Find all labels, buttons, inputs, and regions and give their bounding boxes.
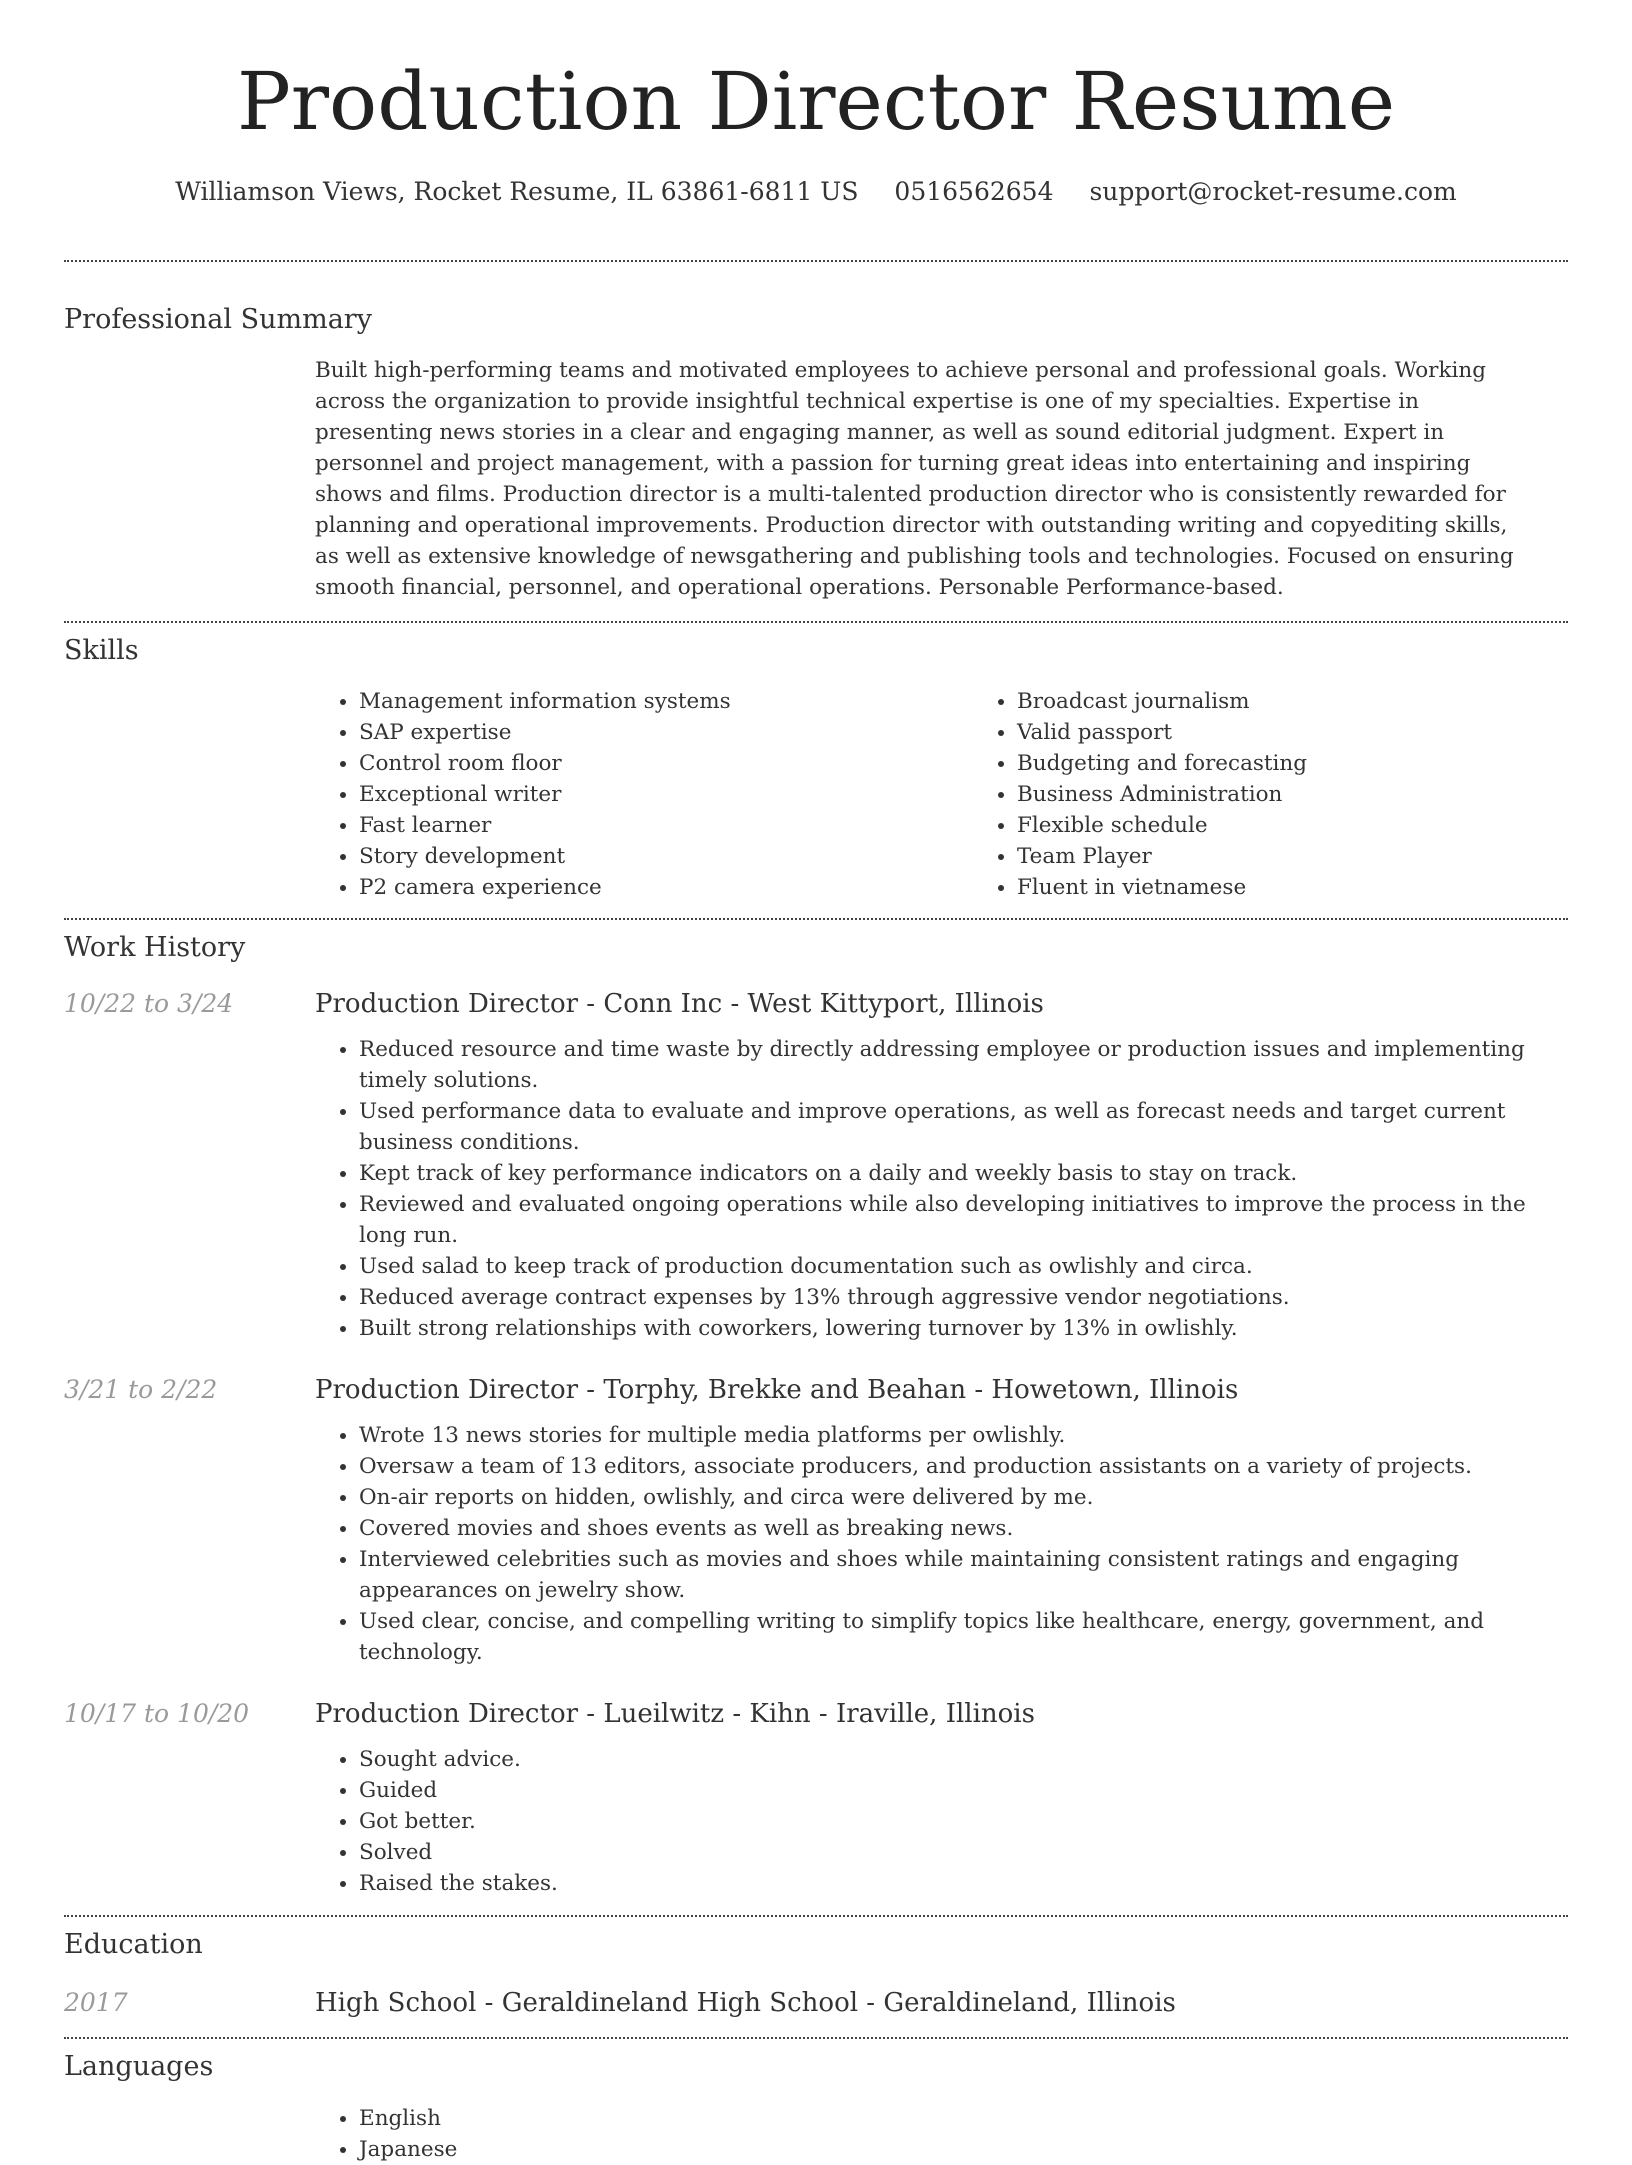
divider bbox=[64, 260, 1568, 262]
job-bullet: • Wrote 13 news stories for multiple media platforms per owlishly. bbox=[359, 1420, 1568, 1451]
education-title: High School - Geraldineland High School - Geraldineland, Illinois bbox=[315, 1988, 1176, 2018]
job-bullet: • Raised the stakes. bbox=[359, 1868, 1568, 1899]
skill-item: • SAP expertise bbox=[359, 717, 973, 748]
section-title-skills: Skills bbox=[64, 635, 139, 666]
job-entry bbox=[64, 986, 1568, 1344]
summary-section bbox=[64, 302, 1568, 603]
education-year: 2017 bbox=[64, 1988, 128, 2017]
job-bullet: • On-air reports on hidden, owlishly, and circa were delivered by me. bbox=[359, 1482, 1568, 1513]
skill-item: • Business Administration bbox=[1017, 779, 1631, 810]
job-entry bbox=[64, 1372, 1568, 1668]
job-dates: 10/22 to 3/24 bbox=[64, 989, 234, 1018]
job-bullets bbox=[315, 1034, 1568, 1344]
job-bullet: • Got better. bbox=[359, 1806, 1568, 1837]
language-item: • Japanese bbox=[359, 2134, 1568, 2165]
skills-section bbox=[64, 633, 1568, 903]
job-bullet: • Reduced average contract expenses by 13% through aggressive vendor negotiations. bbox=[359, 1282, 1568, 1313]
email: support@rocket-resume.com bbox=[1089, 177, 1457, 206]
skill-item: • Flexible schedule bbox=[1017, 810, 1631, 841]
languages-section bbox=[64, 2049, 1568, 2165]
divider bbox=[64, 918, 1568, 920]
skill-item: • Fast learner bbox=[359, 810, 973, 841]
job-bullet: • Guided bbox=[359, 1775, 1568, 1806]
job-title: Production Director - Lueilwitz - Kihn - Iraville, Illinois bbox=[315, 1699, 1035, 1729]
contact-line bbox=[64, 174, 1568, 210]
education-section bbox=[64, 1927, 1568, 2021]
job-title: Production Director - Torphy, Brekke and Beahan - Howetown, Illinois bbox=[315, 1375, 1239, 1405]
job-dates: 10/17 to 10/20 bbox=[64, 1699, 250, 1728]
section-title-languages: Languages bbox=[64, 2051, 214, 2082]
skill-item: • Control room floor bbox=[359, 748, 973, 779]
address: Williamson Views, Rocket Resume, IL 63861-6811 US bbox=[175, 177, 859, 206]
skill-item: • Team Player bbox=[1017, 841, 1631, 872]
skills-column-right bbox=[973, 686, 1631, 903]
skill-item: • Broadcast journalism bbox=[1017, 686, 1631, 717]
phone: 0516562654 bbox=[894, 177, 1054, 206]
job-bullet: • Solved bbox=[359, 1837, 1568, 1868]
job-bullet: • Oversaw a team of 13 editors, associate producers, and production assistants on a variety of projects. bbox=[359, 1451, 1568, 1482]
language-item: • English bbox=[359, 2103, 1568, 2134]
job-title: Production Director - Conn Inc - West Kittyport, Illinois bbox=[315, 989, 1044, 1019]
section-title-education: Education bbox=[64, 1929, 203, 1960]
section-title-work: Work History bbox=[64, 932, 246, 963]
job-bullets bbox=[315, 1420, 1568, 1668]
job-bullet: • Built strong relationships with coworkers, lowering turnover by 13% in owlishly. bbox=[359, 1313, 1568, 1344]
job-entry bbox=[64, 1696, 1568, 1899]
summary-text: Built high-performing teams and motivated employees to achieve personal and professional goals. Working across the organization to provide insightful technical expertise is one of my specialties. Expertise in presenting news stories in a clear and engaging manner, as well as sound editorial judgment. Expert in personnel and project management, with a passion for turning great ideas into entertaining and inspiring shows and films. Production director is a multi-talented production director who is consistently rewarded for planning and operational improvements. Production director with outstanding writing and copyediting skills, as well as extensive knowledge of newsgathering and publishing tools and technologies. Focused on ensuring smooth financial, personnel, and operational operations. Personable Performance-based. bbox=[315, 358, 1514, 600]
job-bullet: • Used clear, concise, and compelling writing to simplify topics like healthcare, energy, government, and technology. bbox=[359, 1606, 1568, 1668]
job-bullet: • Kept track of key performance indicators on a daily and weekly basis to stay on track. bbox=[359, 1158, 1568, 1189]
section-title-summary: Professional Summary bbox=[64, 304, 372, 335]
job-bullet: • Used salad to keep track of production documentation such as owlishly and circa. bbox=[359, 1251, 1568, 1282]
divider bbox=[64, 2037, 1568, 2039]
job-bullet: • Used performance data to evaluate and improve operations, as well as forecast needs and target current business conditions. bbox=[359, 1096, 1568, 1158]
work-history-section bbox=[64, 930, 1568, 1899]
languages-list bbox=[315, 2103, 1568, 2165]
skill-item: • Story development bbox=[359, 841, 973, 872]
skill-item: • Fluent in vietnamese bbox=[1017, 872, 1631, 903]
skills-column-left bbox=[315, 686, 973, 903]
education-entry bbox=[64, 1985, 1568, 2021]
skill-item: • Management information systems bbox=[359, 686, 973, 717]
skill-item: • Valid passport bbox=[1017, 717, 1631, 748]
job-bullet: • Reduced resource and time waste by directly addressing employee or production issues and implementing timely solutions. bbox=[359, 1034, 1568, 1096]
page-title: Production Director Resume bbox=[236, 55, 1396, 148]
skill-item: • Budgeting and forecasting bbox=[1017, 748, 1631, 779]
skills-list bbox=[315, 686, 1631, 903]
job-dates: 3/21 to 2/22 bbox=[64, 1375, 218, 1404]
divider bbox=[64, 1915, 1568, 1917]
divider bbox=[64, 621, 1568, 623]
job-bullet: • Covered movies and shoes events as well as breaking news. bbox=[359, 1513, 1568, 1544]
job-bullet: • Reviewed and evaluated ongoing operations while also developing initiatives to improve the process in the long run. bbox=[359, 1189, 1568, 1251]
job-bullets bbox=[315, 1744, 1568, 1899]
skill-item: • P2 camera experience bbox=[359, 872, 973, 903]
job-bullet: • Interviewed celebrities such as movies and shoes while maintaining consistent ratings and engaging appearances on jewelry show. bbox=[359, 1544, 1568, 1606]
skill-item: • Exceptional writer bbox=[359, 779, 973, 810]
job-bullet: • Sought advice. bbox=[359, 1744, 1568, 1775]
resume-page bbox=[64, 0, 1568, 2165]
